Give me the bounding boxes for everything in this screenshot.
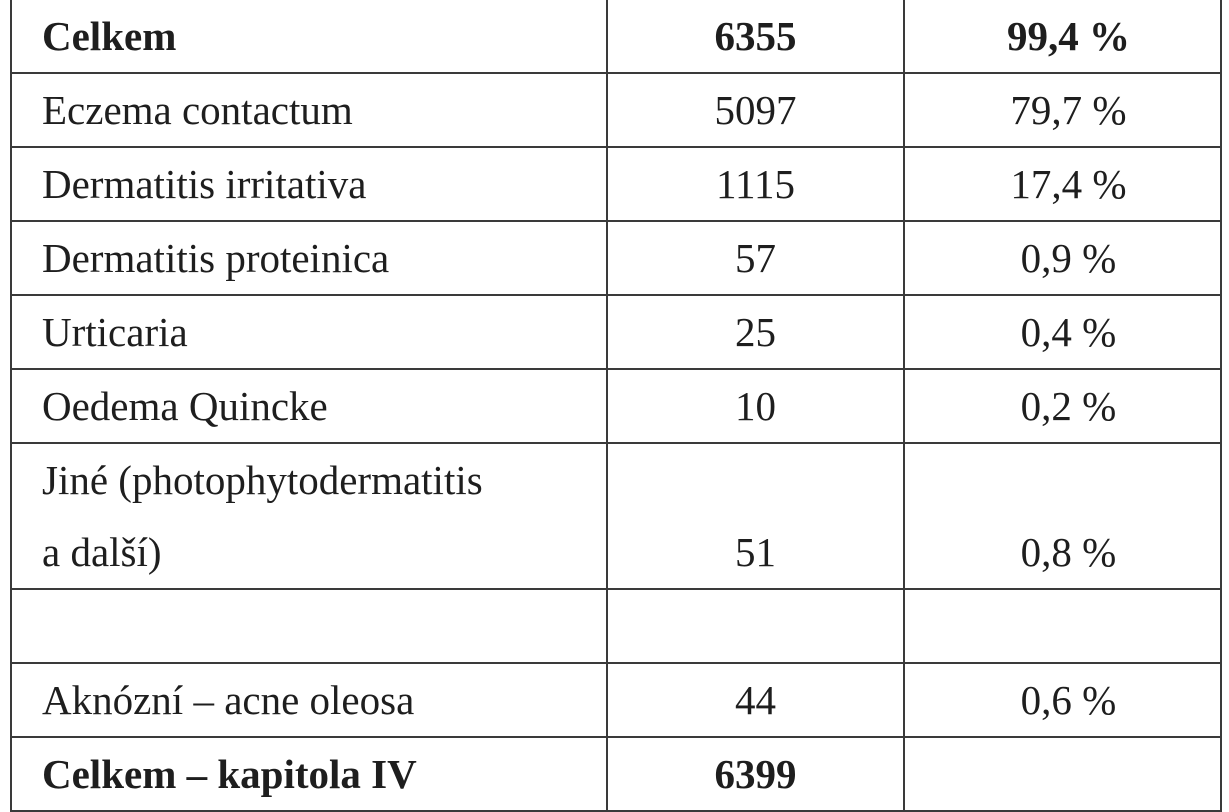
table-row bbox=[11, 369, 1221, 443]
row-percent-cell: 0,4 % bbox=[904, 295, 1221, 369]
row-count-cell: 1115 bbox=[607, 147, 904, 221]
row-count-cell: 57 bbox=[607, 221, 904, 295]
row-name-cell bbox=[11, 589, 607, 663]
row-percent-cell: 0,6 % bbox=[904, 663, 1221, 737]
table-row bbox=[11, 221, 1221, 295]
table-row bbox=[11, 73, 1221, 147]
row-name-cell: Aknózní – acne oleosa bbox=[11, 663, 607, 737]
table-row bbox=[11, 295, 1221, 369]
table-row bbox=[11, 663, 1221, 737]
row-count-cell: 10 bbox=[607, 369, 904, 443]
table-row bbox=[11, 147, 1221, 221]
row-percent-cell: 0,2 % bbox=[904, 369, 1221, 443]
row-name-cell: Celkem bbox=[11, 0, 607, 73]
row-count-cell: 6399 bbox=[607, 737, 904, 811]
row-name-cell: Celkem – kapitola IV bbox=[11, 737, 607, 811]
table-row-total bbox=[11, 0, 1221, 73]
row-percent-cell: 99,4 % bbox=[904, 0, 1221, 73]
row-percent-cell bbox=[904, 589, 1221, 663]
row-count-cell: 5097 bbox=[607, 73, 904, 147]
row-name-cell: Dermatitis proteinica bbox=[11, 221, 607, 295]
table-row bbox=[11, 443, 1221, 589]
row-percent-cell: 0,9 % bbox=[904, 221, 1221, 295]
row-count-cell bbox=[607, 589, 904, 663]
table-row-empty bbox=[11, 589, 1221, 663]
row-name-cell: Jiné (photophytodermatitis a další) bbox=[11, 443, 607, 589]
row-name-cell: Dermatitis irritativa bbox=[11, 147, 607, 221]
row-count-cell: 44 bbox=[607, 663, 904, 737]
row-percent-cell: 0,8 % bbox=[904, 443, 1221, 589]
row-name-cell: Urticaria bbox=[11, 295, 607, 369]
row-name-cell: Eczema contactum bbox=[11, 73, 607, 147]
row-count-cell: 51 bbox=[607, 443, 904, 589]
row-percent-cell: 79,7 % bbox=[904, 73, 1221, 147]
row-count-cell: 6355 bbox=[607, 0, 904, 73]
data-table bbox=[10, 0, 1222, 812]
row-percent-cell: 17,4 % bbox=[904, 147, 1221, 221]
row-name-cell: Oedema Quincke bbox=[11, 369, 607, 443]
row-count-cell: 25 bbox=[607, 295, 904, 369]
